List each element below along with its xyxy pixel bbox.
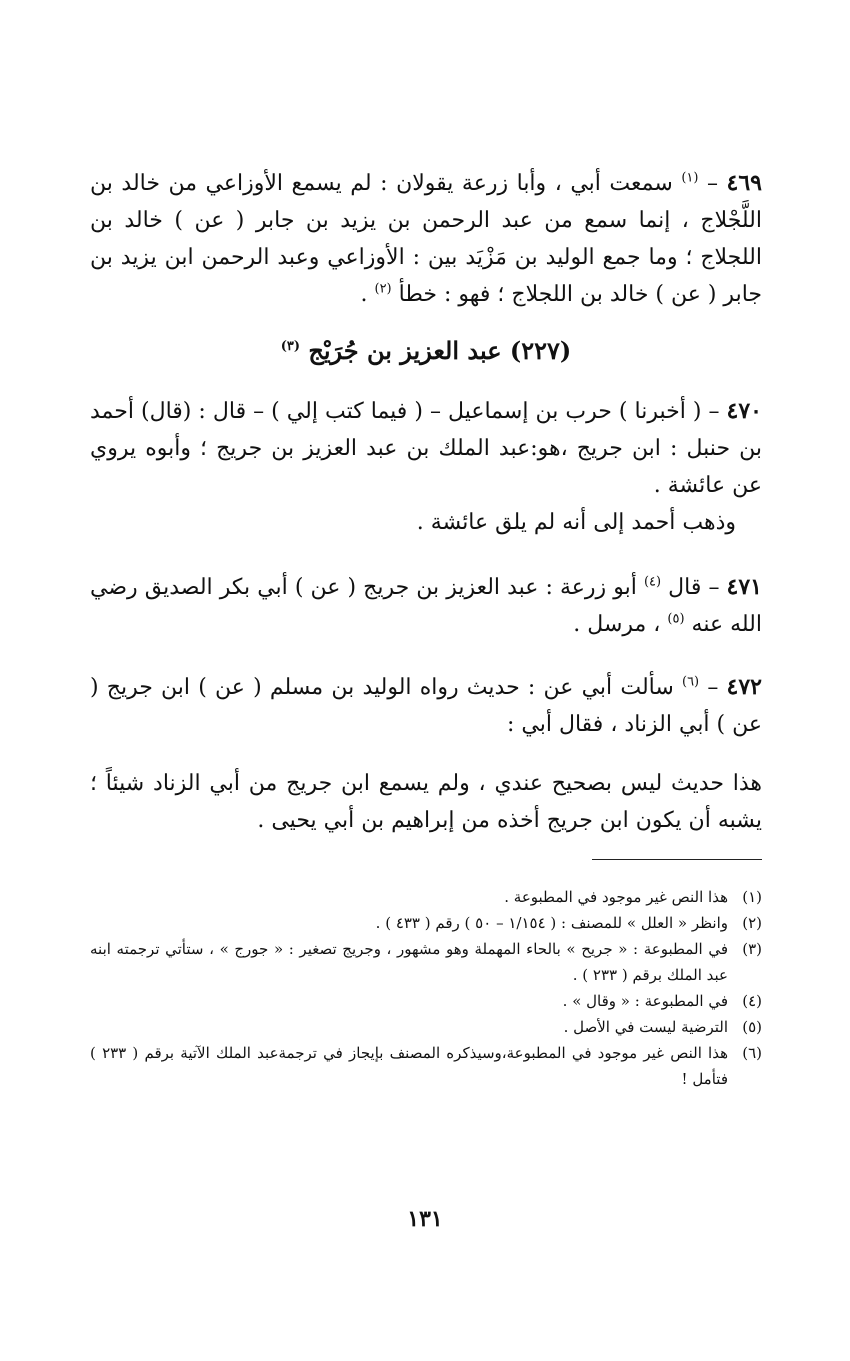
- entry-end-punct: .: [360, 282, 368, 307]
- entry-number: ٤٦٩: [726, 170, 762, 196]
- page-body: [90, 150, 762, 1092]
- entry-470: ٤٧٠ – ( أخبرنا ) حرب بن إسماعيل – ( فيما كتب إلي ) – قال : (قال) أحمد بن حنبل : ابن جريج ،هو:عبد الملك بن عبد العزيز بن جريج ؛ وأبوه يروي عن عائشة .: [90, 398, 762, 498]
- footnote-item: [90, 988, 762, 1014]
- footnotes: [90, 884, 762, 1092]
- footnote-ref[interactable]: (٤): [643, 574, 662, 590]
- entry-text: أبو زرعة : عبد العزيز بن جريج ( عن ) أبي بكر الصديق رضي الله عنه: [90, 575, 762, 637]
- footnote-item: [90, 936, 762, 988]
- entry-text: سألت أبي عن : حديث رواه الوليد بن مسلم ( عن ) ابن جريج ( عن ) أبي الزناد ، فقال أبي :: [90, 675, 762, 737]
- footnote-item: [90, 1040, 762, 1092]
- quote-text: هذا حديث ليس بصحيح عندي ، ولم يسمع ابن جريج من أبي الزناد شيئاً ؛ يشبه أن يكون ابن جريج أخذه من إبراهيم بن أبي يحيى .: [90, 771, 762, 833]
- entry-number: ٤٧٠: [726, 398, 762, 424]
- entry-text: سمعت أبي ، وأبا زرعة يقولان : لم يسمع الأوزاعي من خالد بن اللَّجْلاج ، إنما سمع من عبد الرحمن بن يزيد بن جابر ( عن ) خالد بن اللجلاج ؛ وما جمع الوليد بن مَزْيَد بين : الأوزاعي وعبد الرحمن ابن يزيد بن جابر ( عن ) خالد بن اللجلاج ؛ فهو : خطأ: [90, 171, 762, 307]
- footnote-text: الترضية ليست في الأصل .: [563, 1018, 728, 1036]
- footnote-ref[interactable]: (٥): [667, 611, 685, 627]
- entry-number: ٤٧١: [726, 574, 762, 600]
- entry-471: ٤٧١ – قال $^{(٤)}$ أبو زرعة : عبد العزيز بن جريج ( عن ) أبي بكر الصديق رضي الله عنه $^{(٥)}$ ، مرسل .: [90, 574, 762, 637]
- footnote-marker: (٢): [742, 914, 762, 932]
- entry-472-quote: [90, 765, 762, 839]
- footnote-item: [90, 1014, 762, 1040]
- footnote-divider: [592, 859, 762, 860]
- footnote-marker: (٦): [742, 1044, 762, 1062]
- footnote-text: في المطبوعة : « وقال » .: [562, 992, 728, 1010]
- footnote-text: هذا النص غير موجود في المطبوعة .: [504, 888, 728, 906]
- footnote-ref[interactable]: (٣): [280, 339, 301, 354]
- footnote-item: [90, 910, 762, 936]
- footnote-marker: (١): [742, 888, 762, 906]
- entry-470-line2: وذهب أحمد إلى أنه لم يلق عائشة .: [416, 510, 736, 535]
- footnote-ref[interactable]: (٦): [681, 674, 700, 690]
- page-number: ١٣١: [407, 1206, 443, 1232]
- footnote-ref[interactable]: (١): [681, 170, 699, 186]
- footnote-marker: (٣): [742, 940, 762, 958]
- entry-number: ٤٧٢: [726, 674, 762, 700]
- footnote-ref[interactable]: (٢): [374, 281, 392, 297]
- footnote-marker: (٥): [742, 1018, 762, 1036]
- footnote-item: [90, 884, 762, 910]
- footnote-text: وانظر « العلل » للمصنف : ( ١/١٥٤ – ٥٠ ) رقم ( ٤٣٣ ) .: [375, 914, 728, 932]
- footnote-text: هذا النص غير موجود في المطبوعة،وسيذكره المصنف بإيجاز في ترجمةعبد الملك الآتية برقم ( ٢٣٣ ) فتأمل !: [90, 1044, 729, 1088]
- heading-text: (٢٢٧) عبد العزيز بن جُرَيْج: [308, 336, 572, 365]
- entry-text-2: ، مرسل .: [573, 612, 661, 637]
- entry-pre: قال: [668, 575, 702, 600]
- footnote-text: في المطبوعة : « جريح » بالحاء المهملة وهو مشهور ، وجريج تصغير : « جورج » ، ستأتي ترجمته ابنه عبد الملك برقم ( ٢٣٣ ) .: [90, 940, 728, 984]
- section-heading: [90, 331, 762, 371]
- entry-469: ٤٦٩ – $^{(١)}$ سمعت أبي ، وأبا زرعة يقولان : لم يسمع الأوزاعي من خالد بن اللَّجْلاج ، إنما سمع من عبد الرحمن بن يزيد بن جابر ( عن ) خالد بن اللجلاج ؛ وما جمع الوليد بن مَزْيَد بين : الأوزاعي وعبد الرحمن ابن يزيد بن جابر ( عن ) خالد بن اللجلاج ؛ فهو : خطأ $^{(٢)}$ .: [90, 170, 762, 307]
- entry-472: ٤٧٢ – $^{(٦)}$ سألت أبي عن : حديث رواه الوليد بن مسلم ( عن ) ابن جريج ( عن ) أبي الزناد ، فقال أبي :: [90, 674, 762, 737]
- footnote-marker: (٤): [742, 992, 762, 1010]
- entry-text: ( أخبرنا ) حرب بن إسماعيل – ( فيما كتب إلي ) – قال : (قال) أحمد بن حنبل : ابن جريج ،هو:عبد الملك بن عبد العزيز بن جريج ؛ وأبوه يروي عن عائشة .: [90, 399, 762, 498]
